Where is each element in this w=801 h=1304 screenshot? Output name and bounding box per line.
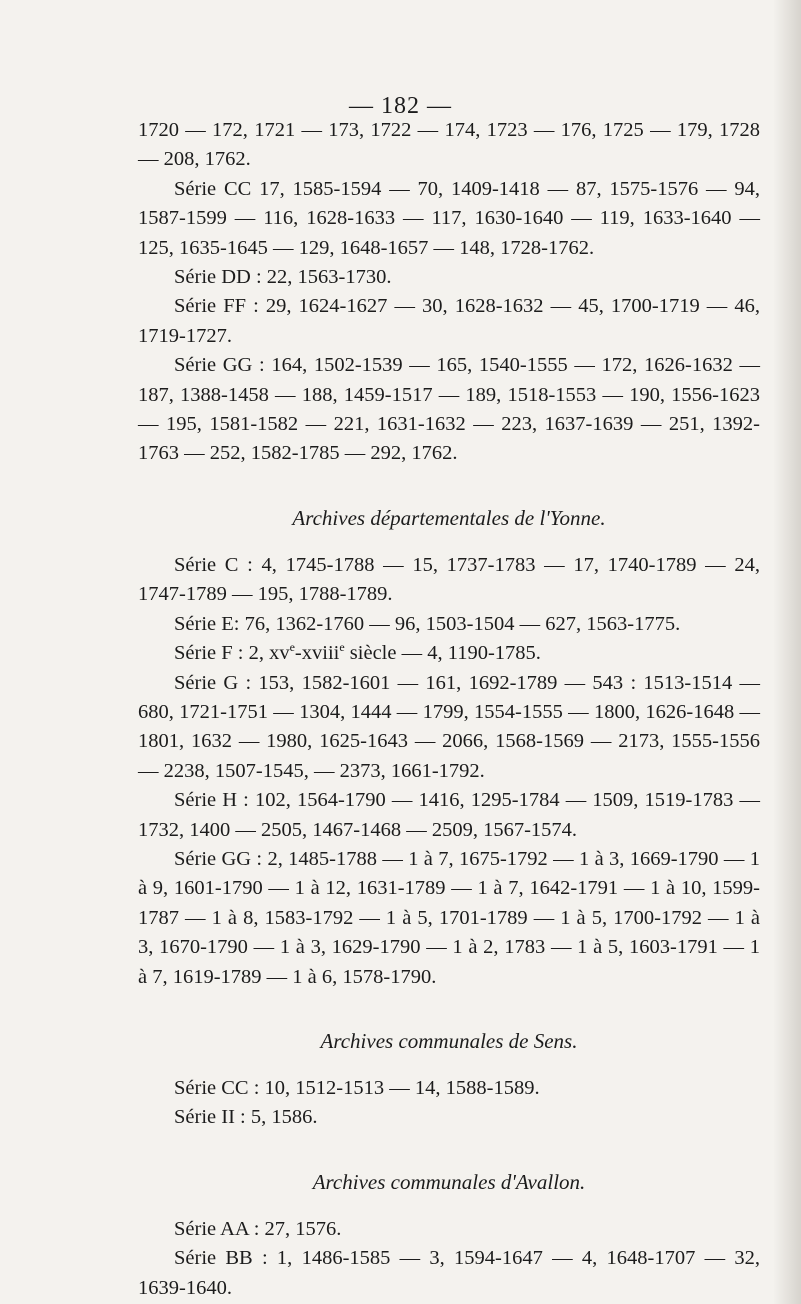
- section-sens: [138, 1074, 760, 1133]
- series-cc-paragraph: Série CC 17, 1585-1594 — 70, 1409-1418 — 87, 1575-1576 — 94, 1587-1599 — 116, 1628-1633 — 117, 1630-1640 — 119, 1633-1640 — 125, 1635-1645 — 129, 1648-1657 — 148, 1728-1762.: [138, 177, 760, 259]
- section-heading-yonne: Archives départementales de l'Yonne.: [292, 505, 606, 530]
- series-dd-paragraph: Série DD : 22, 1563-1730.: [174, 266, 392, 289]
- yonne-series-h: Série H : 102, 1564-1790 — 1416, 1295-1784 — 1509, 1519-1783 — 1732, 1400 — 2505, 1467-1468 — 2509, 1567-1574.: [138, 789, 760, 841]
- page-number: — 182 —: [349, 93, 452, 119]
- page-body: [138, 88, 760, 1303]
- series-f-sup1: e: [289, 640, 295, 655]
- section-heading-sens: Archives communales de Sens.: [320, 1028, 578, 1053]
- series-f-sup2: e: [339, 640, 345, 655]
- avallon-series-aa: Série AA : 27, 1576.: [174, 1217, 342, 1240]
- series-ff-paragraph: Série FF : 29, 1624-1627 — 30, 1628-1632 — 45, 1700-1719 — 46, 1719-1727.: [138, 295, 760, 347]
- series-f-suffix: siècle — 4, 1190-1785.: [344, 642, 541, 665]
- sens-series-cc: Série CC : 10, 1512-1513 — 14, 1588-1589.: [174, 1076, 540, 1099]
- section-heading-avallon: Archives communales d'Avallon.: [312, 1169, 586, 1194]
- yonne-series-f: [138, 639, 760, 668]
- sens-series-ii: Série II : 5, 1586.: [174, 1106, 318, 1129]
- yonne-series-gg: Série GG : 2, 1485-1788 — 1 à 7, 1675-1792 — 1 à 3, 1669-1790 — 1 à 9, 1601-1790 — 1 à 12, 1631-1789 — 1 à 7, 1642-1791 — 1 à 10, 1599-1787 — 1 à 8, 1583-1792 — 1 à 5, 1701-1789 — 1 à 5, 1700-1792 — 1 à 3, 1670-1790 — 1 à 3, 1629-1790 — 1 à 2, 1783 — 1 à 5, 1603-1791 — 1 à 7, 1619-1789 — 1 à 6, 1578-1790.: [138, 847, 760, 988]
- series-gg-paragraph: Série GG : 164, 1502-1539 — 165, 1540-1555 — 172, 1626-1632 — 187, 1388-1458 — 188, 1459-1517 — 189, 1518-1553 — 190, 1556-1623 — 195, 1581-1582 — 221, 1631-1632 — 223, 1637-1639 — 251, 1392-1763 — 252, 1582-1785 — 292, 1762.: [138, 354, 760, 465]
- page-edge-shadow: [773, 0, 801, 1304]
- intro-paragraph: 1720 — 172, 1721 — 173, 1722 — 174, 1723 — 176, 1725 — 179, 1728 — 208, 1762.: [138, 119, 760, 171]
- yonne-series-e: Série E: 76, 1362-1760 — 96, 1503-1504 — 627, 1563-1775.: [174, 612, 681, 635]
- series-f-mid: -xviii: [294, 642, 340, 665]
- section-yonne: [138, 551, 760, 992]
- intro-block: [138, 116, 760, 469]
- avallon-series-bb: Série BB : 1, 1486-1585 — 3, 1594-1647 — 4, 1648-1707 — 32, 1639-1640.: [138, 1247, 760, 1299]
- series-f-prefix: Série F : 2, xv: [174, 642, 290, 665]
- yonne-series-g: Série G : 153, 1582-1601 — 161, 1692-1789 — 543 : 1513-1514 — 680, 1721-1751 — 1304, 1444 — 1799, 1554-1555 — 1800, 1626-1648 — 1801, 1632 — 1980, 1625-1643 — 2066, 1568-1569 — 2173, 1555-1556 — 2238, 1507-1545, — 2373, 1661-1792.: [138, 671, 760, 782]
- yonne-series-c: Série C : 4, 1745-1788 — 15, 1737-1783 — 17, 1740-1789 — 24, 1747-1789 — 195, 1788-1789.: [138, 553, 760, 606]
- section-avallon: [138, 1215, 760, 1303]
